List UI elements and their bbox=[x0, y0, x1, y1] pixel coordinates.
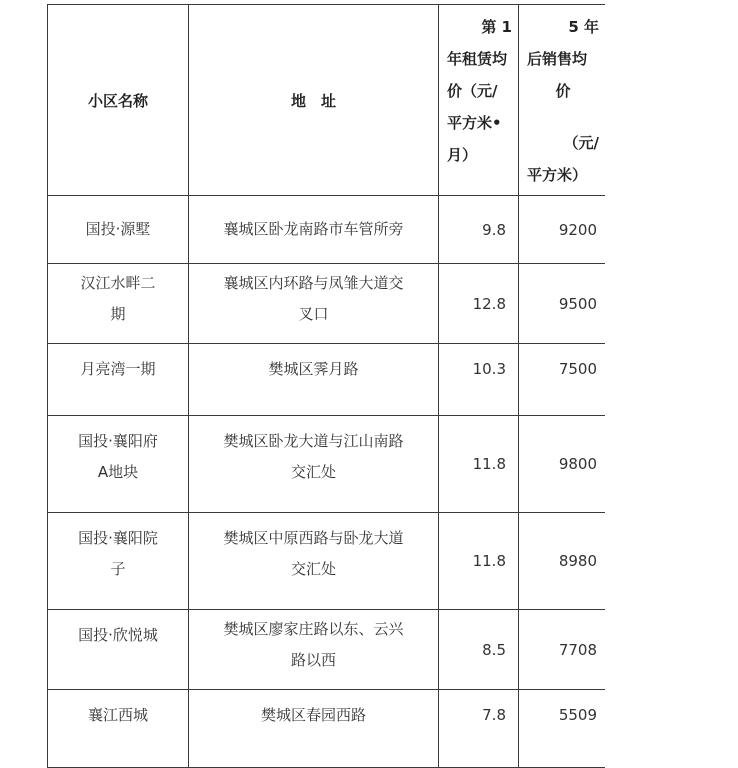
address-line: 叉口 bbox=[298, 305, 329, 323]
table-row bbox=[48, 513, 606, 610]
address-line: 交汇处 bbox=[290, 560, 336, 578]
header-address-text: 地 址 bbox=[290, 91, 336, 110]
sale-price-value: 9800 bbox=[558, 455, 597, 473]
rent-price-value: 8.5 bbox=[482, 640, 506, 659]
table-row bbox=[48, 196, 606, 264]
cell-rent-price bbox=[439, 196, 519, 264]
header-sale-line: （元/ bbox=[563, 134, 599, 152]
cell-community-name bbox=[48, 196, 189, 264]
community-name-text: 月亮湾一期 bbox=[80, 360, 156, 378]
table-row bbox=[48, 416, 606, 513]
community-name-line: 国投·襄阳府 bbox=[78, 432, 158, 450]
address-line: 樊城区廖家庄路以东、云兴 bbox=[223, 620, 404, 638]
cell-community-name bbox=[48, 264, 189, 344]
header-sale-line: 平方米） bbox=[527, 166, 588, 184]
cell-community-name bbox=[48, 690, 189, 768]
cell-sale-price bbox=[519, 513, 606, 610]
community-name-text: 襄江西城 bbox=[87, 706, 148, 724]
crop-edge bbox=[605, 0, 738, 768]
address-line: 路以西 bbox=[290, 651, 336, 669]
table-row bbox=[48, 690, 606, 768]
community-name-line: 国投·襄阳院 bbox=[78, 529, 158, 547]
rent-price-table bbox=[47, 4, 606, 768]
header-name-text: 小区名称 bbox=[87, 91, 148, 110]
cell-rent-price bbox=[439, 610, 519, 690]
cell-rent-price bbox=[439, 416, 519, 513]
cell-rent-price bbox=[439, 264, 519, 344]
community-name-line: A地块 bbox=[97, 463, 139, 481]
community-name-line: 期 bbox=[110, 305, 126, 323]
cell-sale-price bbox=[519, 610, 606, 690]
address-text: 襄城区卧龙南路市车管所旁 bbox=[223, 220, 404, 238]
table-row bbox=[48, 264, 606, 344]
community-name-line: 子 bbox=[110, 560, 126, 578]
cell-address bbox=[189, 690, 439, 768]
community-name-line: 汉江水畔二 bbox=[80, 274, 156, 292]
table-row bbox=[48, 344, 606, 416]
cell-address bbox=[189, 416, 439, 513]
cell-community-name bbox=[48, 416, 189, 513]
header-rent-line: 月） bbox=[447, 146, 478, 164]
sale-price-value: 7500 bbox=[558, 360, 597, 378]
table-header-row bbox=[48, 5, 606, 196]
sale-price-value: 8980 bbox=[558, 552, 597, 570]
cell-rent-price bbox=[439, 344, 519, 416]
header-rent-line: 年租赁均 bbox=[447, 50, 508, 68]
cell-sale-price bbox=[519, 196, 606, 264]
rent-price-value: 10.3 bbox=[472, 360, 506, 378]
cell-address bbox=[189, 513, 439, 610]
address-line: 樊城区中原西路与卧龙大道 bbox=[223, 529, 404, 547]
header-rent-price bbox=[439, 5, 519, 196]
cell-sale-price bbox=[519, 690, 606, 768]
cell-address bbox=[189, 610, 439, 690]
sale-price-value: 9500 bbox=[558, 294, 597, 313]
rent-price-value: 11.8 bbox=[472, 455, 506, 473]
address-line: 交汇处 bbox=[290, 463, 336, 481]
table-row bbox=[48, 610, 606, 690]
rent-price-value: 12.8 bbox=[472, 294, 506, 313]
header-rent-line: 平方米• bbox=[447, 114, 502, 132]
header-rent-line: 价（元/ bbox=[447, 82, 498, 100]
address-line: 樊城区卧龙大道与江山南路 bbox=[223, 432, 404, 450]
cell-rent-price bbox=[439, 690, 519, 768]
cell-sale-price bbox=[519, 344, 606, 416]
header-name bbox=[48, 5, 189, 196]
cell-address bbox=[189, 344, 439, 416]
address-line: 襄城区内环路与凤雏大道交 bbox=[223, 274, 404, 292]
cell-address bbox=[189, 196, 439, 264]
cell-sale-price bbox=[519, 416, 606, 513]
cell-community-name bbox=[48, 610, 189, 690]
cell-community-name bbox=[48, 513, 189, 610]
cell-community-name bbox=[48, 344, 189, 416]
cell-address bbox=[189, 264, 439, 344]
community-name-text: 国投·欣悦城 bbox=[78, 626, 158, 644]
header-sale-line: 价 bbox=[555, 82, 571, 100]
header-sale-price bbox=[519, 5, 606, 196]
rent-price-value: 7.8 bbox=[482, 706, 506, 724]
cell-rent-price bbox=[439, 513, 519, 610]
header-sale-line: 后销售均 bbox=[527, 50, 588, 68]
rent-price-value: 9.8 bbox=[482, 220, 506, 239]
cell-sale-price bbox=[519, 264, 606, 344]
address-text: 樊城区霁月路 bbox=[268, 360, 359, 378]
header-rent-line: 第 1 bbox=[481, 18, 512, 36]
sale-price-value: 7708 bbox=[558, 640, 597, 659]
sale-price-value: 5509 bbox=[558, 706, 597, 724]
community-name-text: 国投·源墅 bbox=[85, 220, 151, 238]
address-text: 樊城区春园西路 bbox=[260, 706, 366, 724]
sale-price-value: 9200 bbox=[558, 220, 597, 239]
header-sale-line: 5 年 bbox=[568, 18, 599, 36]
rent-price-value: 11.8 bbox=[472, 552, 506, 570]
header-address bbox=[189, 5, 439, 196]
